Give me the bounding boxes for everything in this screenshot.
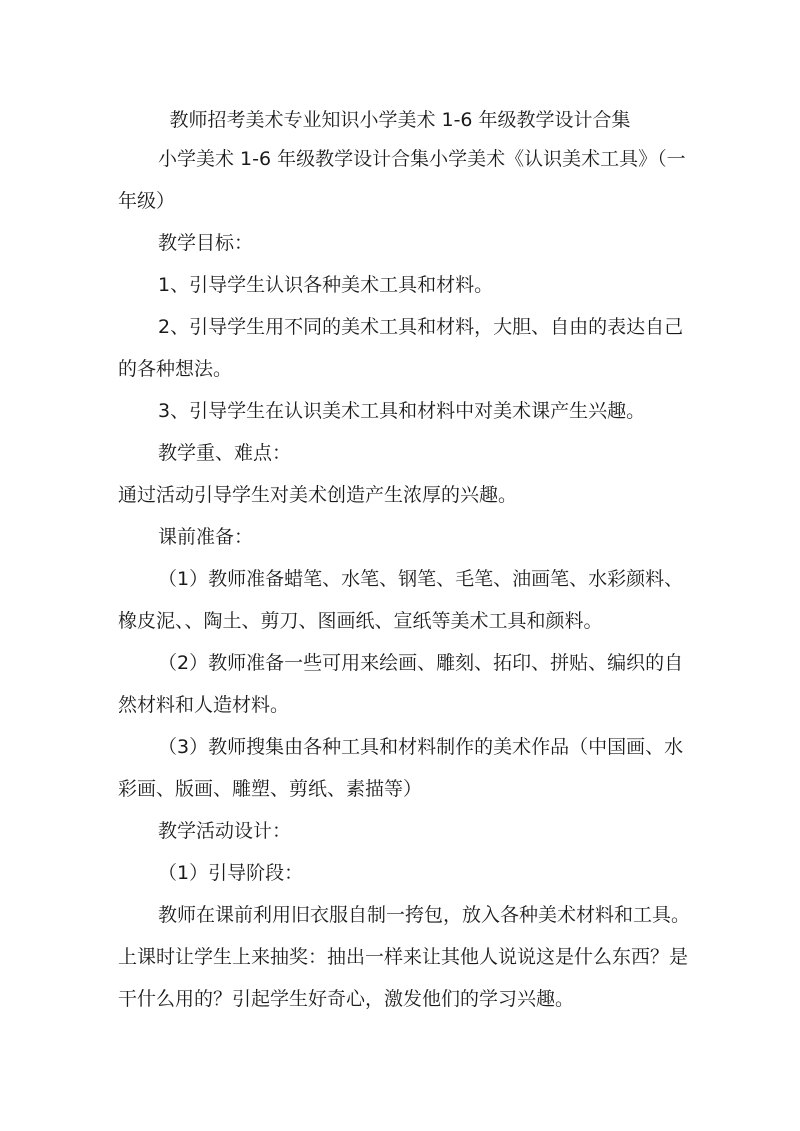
text-line: 橡皮泥、、陶土、剪刀、图画纸、宣纸等美术工具和颜料。 (118, 610, 603, 632)
text-line: 上课时让学生上来抽奖：抽出一样来让其他人说说这是什么东西？是 (118, 946, 689, 968)
text-line: 通过活动引导学生对美术创造产生浓厚的兴趣。 (118, 484, 518, 506)
text-line: 然材料和人造材料。 (118, 694, 290, 716)
section-heading: 课前准备： (158, 526, 254, 548)
text-line: 年级） (118, 190, 176, 212)
text-line: 干什么用的？引起学生好奇心，激发他们的学习兴趣。 (118, 988, 575, 1010)
text-line: （2）教师准备一些可用来绘画、雕刻、拓印、拼贴、编织的自 (158, 652, 684, 674)
text-line: 的各种想法。 (118, 358, 233, 380)
section-heading: 教学重、难点： (158, 442, 292, 464)
document-title: 教师招考美术专业知识小学美术 1-6 年级教学设计合集 (169, 109, 631, 131)
text-line: 1、引导学生认识各种美术工具和材料。 (158, 274, 494, 296)
section-heading: 教学活动设计： (158, 820, 292, 842)
text-line: 小学美术 1-6 年级教学设计合集小学美术《认识美术工具》（一 (158, 148, 686, 170)
text-line: 2、引导学生用不同的美术工具和材料，大胆、自由的表达自己 (158, 316, 684, 338)
section-heading: 教学目标： (158, 232, 254, 254)
text-line: 教师在课前利用旧衣服自制一挎包，放入各种美术材料和工具。 (158, 904, 691, 926)
text-line: （3）教师搜集由各种工具和材料制作的美术作品（中国画、水 (158, 736, 684, 758)
text-line: （1）引导阶段： (158, 862, 304, 884)
document-body (118, 138, 691, 1020)
text-line: 彩画、版画、雕塑、剪纸、素描等） (118, 778, 423, 800)
text-line: 3、引导学生在认识美术工具和材料中对美术课产生兴趣。 (158, 400, 646, 422)
text-line: （1）教师准备蜡笔、水笔、钢笔、毛笔、油画笔、水彩颜料、 (158, 568, 684, 590)
